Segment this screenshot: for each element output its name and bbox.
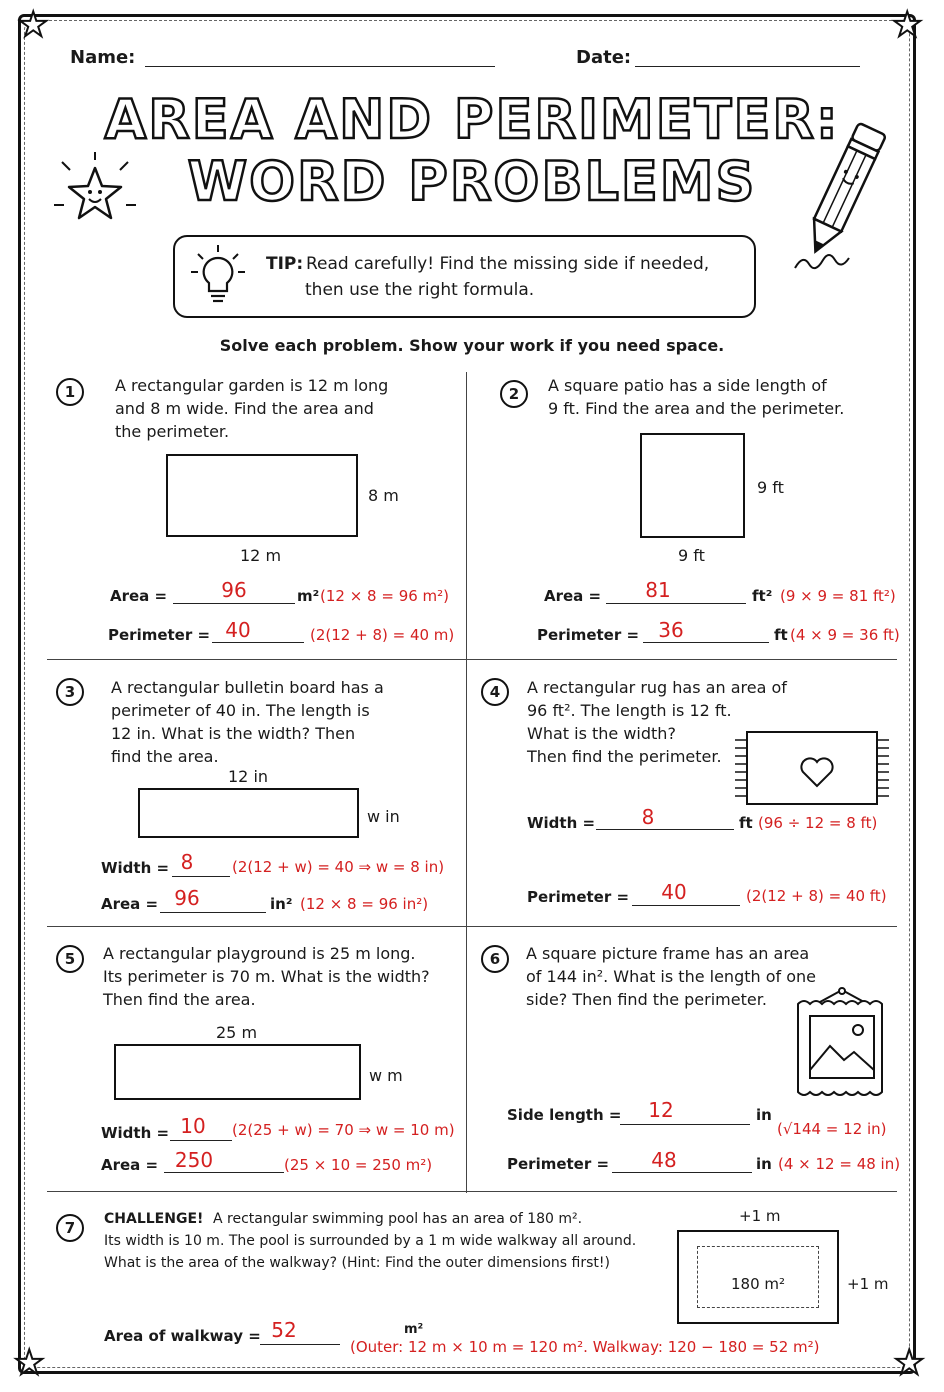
problem-4-line: What is the width? [527,724,676,743]
area-unit: in² [270,895,293,913]
problem-2-line: 9 ft. Find the area and the perimeter. [548,399,845,418]
answer-line[interactable] [173,603,295,604]
perimeter-label: Perimeter = [507,1155,610,1173]
dimension-label: w in [367,807,400,826]
width-work: (2(12 + w) = 40 ⇒ w = 8 in) [232,858,445,876]
picture-frame-icon [790,986,895,1102]
corner-star-icon: ★ [18,5,49,45]
problem-7-line: A rectangular swimming pool has an area of 180 m². [213,1211,583,1227]
dimension-label: 9 ft [678,546,705,565]
rug-heart-icon [733,730,893,812]
area-label: Area = [101,895,159,913]
name-label: Name: [70,47,136,68]
problem-number: 7 [56,1214,84,1242]
answer-line[interactable] [260,1344,340,1345]
tip-box [173,235,756,318]
row-divider [47,926,897,927]
problem-5-line: A rectangular playground is 25 m long. [103,944,416,963]
page-title: AREA AND PERIMETER: [104,88,840,151]
perimeter-work: (2(12 + 8) = 40 m) [310,626,455,644]
width-answer: 8 [180,850,194,874]
corner-star-icon: ★ [894,1343,925,1383]
problem-3-line: 12 in. What is the width? Then [111,724,356,743]
problem-5-line: Then find the area. [103,990,256,1009]
corner-star-icon: ★ [892,5,923,45]
problem-4-line: 96 ft². The length is 12 ft. [527,701,732,720]
area-answer: 96 [221,578,247,602]
perimeter-label: Perimeter = [527,888,630,906]
problem-number: 1 [56,378,84,406]
problem-number: 5 [56,945,84,973]
perimeter-work: (4 × 12 = 48 in) [778,1155,901,1173]
problem-7-line: Its width is 10 m. The pool is surrounded by a 1 m wide walkway all around. [104,1233,637,1249]
answer-line[interactable] [643,642,769,643]
problem-6-line: of 144 in². What is the length of one [526,967,817,986]
width-label: Width = [101,859,170,877]
perimeter-answer: 48 [651,1148,677,1172]
area-unit: ft² [752,587,773,605]
problem-6-line: side? Then find the perimeter. [526,990,767,1009]
perimeter-unit: in [756,1155,772,1173]
problem-2-line: A square patio has a side length of [548,376,827,395]
perimeter-answer: 40 [661,880,687,904]
width-answer: 10 [180,1114,206,1138]
walkway-area-label: Area of walkway = [104,1327,261,1345]
perimeter-answer: 36 [658,618,684,642]
date-field[interactable] [635,66,860,67]
answer-line[interactable] [632,905,740,906]
answer-line[interactable] [612,1172,752,1173]
challenge-label: CHALLENGE! [104,1211,204,1227]
answer-line[interactable] [170,1140,232,1141]
walkway-work: (Outer: 12 m × 10 m = 120 m². Walkway: 120 − 180 = 52 m²) [350,1338,820,1356]
date-label: Date: [576,47,632,68]
problem-number: 2 [500,380,528,408]
name-field[interactable] [145,66,495,67]
area-answer: 81 [645,578,671,602]
walkway-answer: 52 [271,1318,297,1342]
tip-line1: Read carefully! Find the missing side if needed, [306,254,710,274]
problem-number: 6 [481,945,509,973]
answer-line[interactable] [596,829,734,830]
dimension-label: +1 m [739,1207,781,1225]
width-label: Width = [527,814,596,832]
perimeter-unit: ft [774,626,788,644]
width-unit: ft [739,814,753,832]
page-subtitle: WORD PROBLEMS [187,150,757,213]
patio-square [640,433,745,538]
corner-star-icon: ★ [14,1343,45,1383]
area-label: Area = [544,587,602,605]
problem-6-line: A square picture frame has an area [526,944,810,963]
answer-line[interactable] [620,1124,750,1125]
area-work: (12 × 8 = 96 m²) [320,587,450,605]
area-label: Area = [101,1156,159,1174]
pool-area-label: 180 m² [731,1275,786,1293]
perimeter-answer: 40 [225,618,251,642]
side-length-label: Side length = [507,1106,622,1124]
side-unit: in [756,1106,772,1124]
dimension-label: 25 m [216,1023,258,1042]
answer-line[interactable] [164,1172,284,1173]
dimension-label: 12 in [228,767,269,786]
area-work: (9 × 9 = 81 ft²) [780,587,896,605]
problem-1-line: A rectangular garden is 12 m long [115,376,389,395]
area-work: (25 × 10 = 250 m²) [284,1156,433,1174]
problem-1-line: and 8 m wide. Find the area and [115,399,374,418]
answer-line[interactable] [172,876,230,877]
column-divider [466,660,467,926]
width-work: (96 ÷ 12 = 8 ft) [758,814,878,832]
column-divider [466,927,467,1193]
problem-7-line: What is the area of the walkway? (Hint: Find the outer dimensions first!) [104,1255,610,1271]
width-label: Width = [101,1124,170,1142]
problem-4-line: Then find the perimeter. [527,747,722,766]
problem-number: 3 [56,678,84,706]
width-answer: 8 [641,805,655,829]
problem-4-line: A rectangular rug has an area of [527,678,787,697]
area-answer: 250 [174,1148,214,1172]
problem-number: 4 [481,678,509,706]
side-answer: 12 [648,1098,674,1122]
playground-rectangle [114,1044,361,1100]
area-unit: m² [297,587,320,605]
dimension-label: +1 m [847,1275,889,1293]
bulletin-board-rectangle [138,788,359,838]
row-divider [47,1191,897,1192]
instructions: Solve each problem. Show your work if you need space. [219,336,725,355]
side-work: (√144 = 12 in) [777,1120,887,1138]
problem-1-line: the perimeter. [115,422,230,441]
perimeter-work: (2(12 + 8) = 40 ft) [746,887,887,905]
pencil-icon [790,118,900,282]
answer-line[interactable] [212,642,304,643]
garden-rectangle [166,454,358,537]
column-divider [466,372,467,660]
perimeter-label: Perimeter = [108,626,211,644]
tip-line2: then use the right formula. [305,280,535,300]
walkway-unit: m² [404,1322,424,1337]
lightbulb-icon [190,244,246,314]
tip-label: TIP: [266,254,304,274]
problem-5-line: Its perimeter is 70 m. What is the width? [103,967,430,986]
area-answer: 96 [174,886,200,910]
perimeter-label: Perimeter = [537,626,640,644]
area-label: Area = [110,587,168,605]
answer-line[interactable] [160,912,266,913]
perimeter-work: (4 × 9 = 36 ft) [790,626,900,644]
answer-line[interactable] [606,603,746,604]
dimension-label: 8 m [368,486,399,505]
row-divider [47,659,897,660]
dimension-label: w m [369,1066,403,1085]
problem-3-line: perimeter of 40 in. The length is [111,701,370,720]
star-icon [50,150,140,244]
dimension-label: 9 ft [757,478,784,497]
width-work: (2(25 + w) = 70 ⇒ w = 10 m) [232,1121,455,1139]
problem-3-line: find the area. [111,747,219,766]
dimension-label: 12 m [240,546,282,565]
problem-3-line: A rectangular bulletin board has a [111,678,384,697]
area-work: (12 × 8 = 96 in²) [300,895,429,913]
